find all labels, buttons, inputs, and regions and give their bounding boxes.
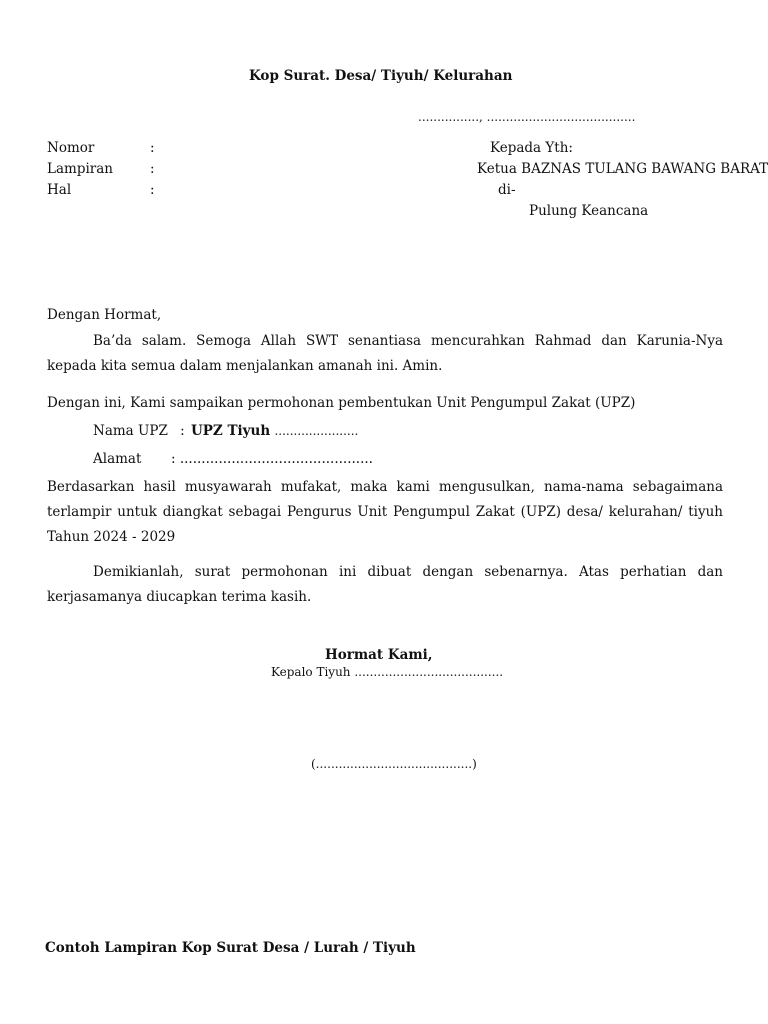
footer-caption: Contoh Lampiran Kop Surat Desa / Lurah / Tiyuh xyxy=(45,940,416,956)
recipient-name: Ketua BAZNAS TULANG BAWANG BARAT xyxy=(477,161,768,177)
recipient-place: Pulung Keancana xyxy=(529,203,649,219)
letterhead-title: Kop Surat. Desa/ Tiyuh/ Kelurahan xyxy=(249,68,513,84)
place-date-line: ................, ....................................... xyxy=(418,110,636,124)
nama-upz-dots: ...................... xyxy=(274,424,359,438)
signature-salutation: Hormat Kami, xyxy=(325,647,433,663)
signature-name-placeholder: (.........................................) xyxy=(311,757,477,771)
lampiran-label: Lampiran xyxy=(47,161,113,177)
nama-upz-row xyxy=(93,423,358,439)
recipient-di: di- xyxy=(498,182,516,198)
nama-upz-colon: : xyxy=(180,423,185,439)
closing-paragraph: Demikianlah, surat permohonan ini dibuat dengan sebenarnya. Atas perhatian dan kerjasamanya diucapkan terima kasih. xyxy=(47,564,723,605)
hal-colon: : xyxy=(150,182,155,198)
alamat-label: Alamat xyxy=(93,451,142,467)
request-sentence: Dengan ini, Kami sampaikan permohonan pembentukan Unit Pengumpul Zakat (UPZ) xyxy=(47,395,636,411)
opening-paragraph: Ba’da salam. Semoga Allah SWT senantiasa mencurahkan Rahmad dan Karunia-Nya kepada kita semua dalam menjalankan amanah ini. Amin. xyxy=(47,333,723,374)
hal-label: Hal xyxy=(47,182,72,198)
nama-upz-label: Nama UPZ xyxy=(93,423,168,439)
nomor-label: Nomor xyxy=(47,140,95,156)
nomor-colon: : xyxy=(150,140,155,156)
basis-paragraph: Berdasarkan hasil musyawarah mufakat, maka kami mengusulkan, nama-nama sebagaimana terlampir untuk diangkat sebagai Pengurus Unit Pengumpul Zakat (UPZ) desa/ kelurahan/ tiyuh Tahun 2024 - 2029 xyxy=(47,479,723,545)
nama-upz-value: UPZ Tiyuh xyxy=(191,423,271,439)
signature-role: Kepalo Tiyuh ....................................... xyxy=(271,665,504,679)
recipient-salutation: Kepada Yth: xyxy=(490,140,573,156)
alamat-value: : ............................................. xyxy=(171,451,373,467)
greeting: Dengan Hormat, xyxy=(47,307,162,323)
lampiran-colon: : xyxy=(150,161,155,177)
